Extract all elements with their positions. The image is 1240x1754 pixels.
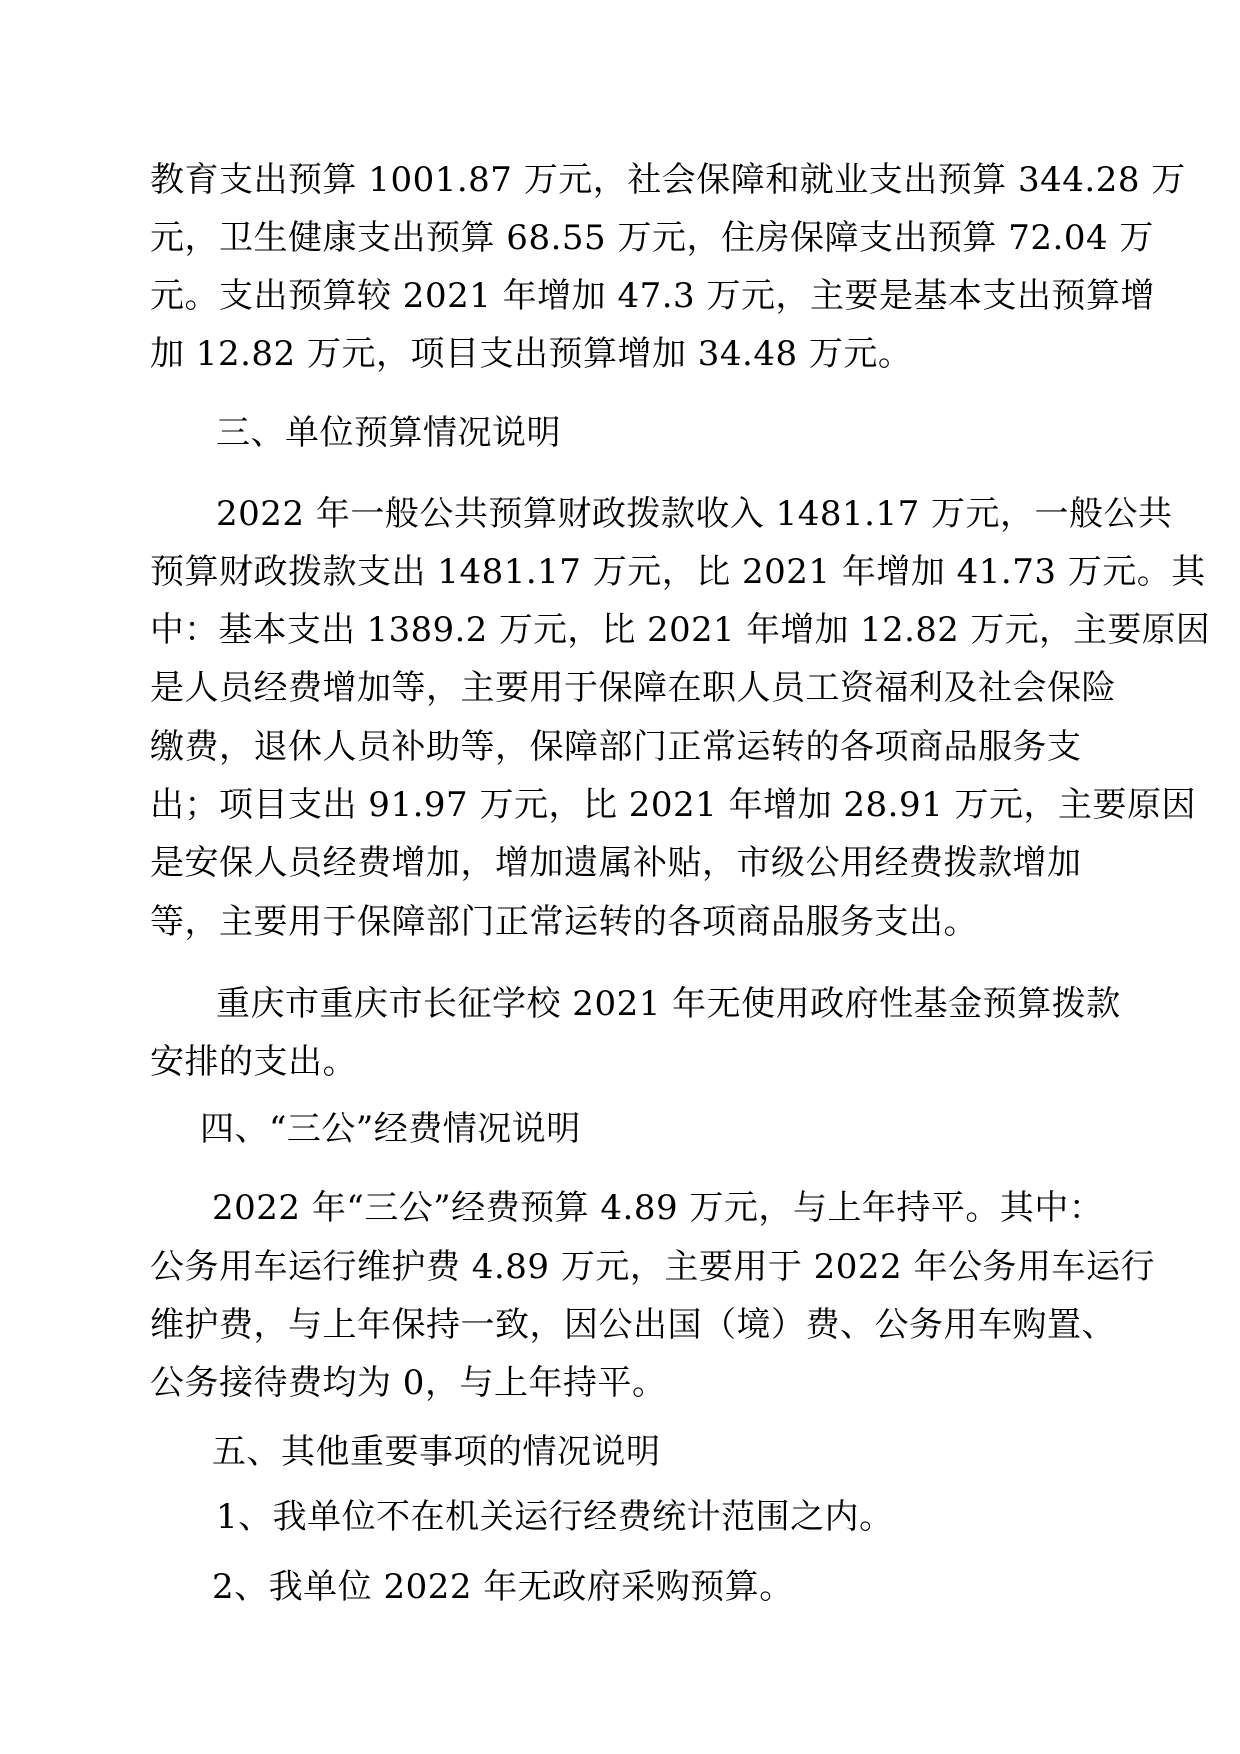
body-text-line: 是安保人员经费增加，增加遗属补贴，市级公用经费拨款增加 [150, 843, 1082, 883]
body-text-line: 安排的支出。 [150, 1042, 357, 1082]
body-text-line: 2022 年“三公”经费预算 4.89 万元，与上年持平。其中： [212, 1188, 1104, 1228]
section-heading: 五、其他重要事项的情况说明 [212, 1432, 661, 1472]
body-text-line: 维护费，与上年保持一致，因公出国（境）费、公务用车购置、 [150, 1305, 1116, 1345]
body-text-line: 元。支出预算较 2021 年增加 47.3 万元，主要是基本支出预算增 [150, 276, 1155, 316]
body-text-line: 出；项目支出 91.97 万元，比 2021 年增加 28.91 万元，主要原因 [150, 785, 1197, 825]
body-text-line: 缴费，退休人员补助等，保障部门正常运转的各项商品服务支 [150, 727, 1082, 767]
body-text-line: 加 12.82 万元，项目支出预算增加 34.48 万元。 [150, 334, 913, 374]
body-text-line: 2022 年一般公共预算财政拨款收入 1481.17 万元，一般公共 [216, 494, 1173, 534]
body-text-line: 元，卫生健康支出预算 68.55 万元，住房保障支出预算 72.04 万 [150, 218, 1154, 258]
list-item: 1、我单位不在机关运行经费统计范围之内。 [216, 1497, 894, 1537]
body-text-line: 教育支出预算 1001.87 万元，社会保障和就业支出预算 344.28 万 [150, 160, 1186, 200]
list-item: 2、我单位 2022 年无政府采购预算。 [212, 1567, 794, 1607]
body-text-line: 等，主要用于保障部门正常运转的各项商品服务支出。 [150, 902, 978, 942]
section-heading: 四、“三公”经费情况说明 [200, 1109, 581, 1149]
body-text-line: 是人员经费增加等，主要用于保障在职人员工资福利及社会保险 [150, 668, 1116, 708]
body-text-line: 预算财政拨款支出 1481.17 万元，比 2021 年增加 41.73 万元。其 [150, 552, 1206, 592]
section-heading: 三、单位预算情况说明 [216, 413, 561, 453]
body-text-line: 公务接待费均为 0，与上年持平。 [150, 1363, 667, 1403]
body-text-line: 重庆市重庆市长征学校 2021 年无使用政府性基金预算拨款 [216, 984, 1121, 1024]
body-text-line: 公务用车运行维护费 4.89 万元，主要用于 2022 年公务用车运行 [150, 1247, 1155, 1287]
body-text-line: 中：基本支出 1389.2 万元，比 2021 年增加 12.82 万元，主要原因 [150, 610, 1211, 650]
